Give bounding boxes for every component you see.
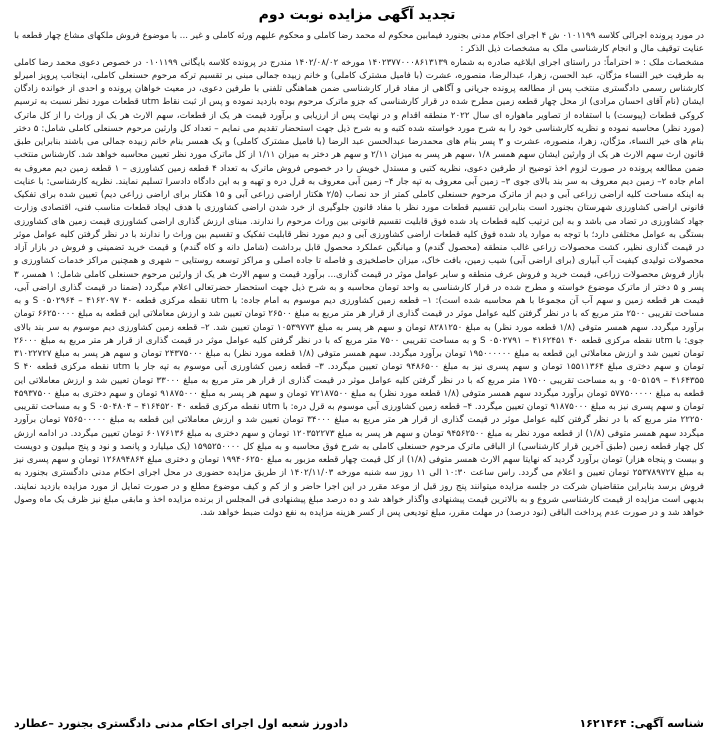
- ad-id-label: شناسه آگهی:: [630, 716, 704, 730]
- notice-body: [14, 30, 704, 520]
- ad-id-value: ۱۶۲۱۴۶۴: [579, 716, 627, 730]
- notice-page: [0, 6, 714, 748]
- notice-details: مشخصات ملک : « احتراماً: در راستای اجرای ابلاغیه صادره به شماره ۱۴۰۲۳۷۷۰۰۰۸۶۱۳۱۳۹ مورخه ۱۴۰۲/۰۸/۰۲ مندرج در پرونده کلاسه بایگانی ۰۱۰۱۱۹۹ در خصوص دعوی محمد رضا کاملی به طرفیت خیر النساء مژگان، عبد الحسن، زهرا، عبدالرضا، منصوره، عشرت (با فامیل مشترک کاملی) و خانم زبیده جمالی مبنی بر تقسیم ترکه مرحوم حسنعلی کاملی، اینجانب پرویز امیرلو کارشناس رسمی دادگستری منتخب پس از مطالعه پرونده جریانی و آگاهی از مفاد قرار کارشناسی ضمن هماهنگی تلفنی با طرفین دعوی، در معیت خواهان پرونده و احدی از خوانده زادگان ایشان (نام آقای احسان مرادی) از محل چهار قطعه زمین مطرح شده در قرار کارشناسی که جزو ماترک مرحوم بوده بازدید نموده و پس از ثبت نقاط utm قطعات مورد نظر نسبت به ترسیم کروکی قطعات (پیوست) با استفاده از تصاویر ماهواره ای سال ۲۰۲۲ منطقه اقدام و در نهایت پس از ارزیابی و برآورد قیمت هر یک از قطعات، سهم الارث هر یک از وراث را از کل ماترک (مورد نظر) محاسبه نموده و نظریه کارشناسی خود را به شرح مورد خواسته شده کتبه و به شرح ذیل جهت استحضار تقدیم می نمایم – تعداد کل وارثین مرحوم حسنعلی کاملی شامل: ۵ دختر بنام های خیر النساء، مژگان، زهرا، منصوره، عشرت و ۳ پسر بنام های محمدرضا عبدالحسن عبد الرضا (با فامیل مشترک کاملی) و یک همسر بنام خانم زبیده جمالی می باشند بنابراین طبق قانون ارث سهم الارث هر یک از وارثین ایشان سهم همسر ۱/۸ ،سهم هر پسر به میزان ۲/۱۱ و سهم هر دختر به میزان ۱/۱۱ از کل ماترک مورد نظر تعیین محاسبه خواهد شد. کارشناس منتخب ضمن مطالعه پرونده در صورت لزوم اخذ توضیح از طرفین دعوی، نظریه کتبی و مستدل خویش را در خصوص فروش ماترک به تعداد ۴ قطعه زمین کشاورزی – ۱ قطعه زمین دیم معروف به امام جاده ۲– زمین دیم معروف به سر بند بالای جوی ۳– زمین آبی معروف به تپه جار ۴– زمین آبی معروف به قرل دره و تهیه و به این دادگاه دادسرا تسلیم نمایند. نظریه کارشناسی: با عنایت به اینکه مساحت کلیه اراضی زراعی آبی و دیم از ماترک مرحوم حسنعلی کاملی کمتر از حد نصاب (۲/۵ هکتار اراضی زراعی آبی و ۱۵ هکتار برای اراضی زراعی دیم) تعیین شده برای تفکیک قانونی اراضی کشاورزی شهرستان بجنورد است بنابراین تقسیم قطعات مورد نظر با مفاد قانون جلوگیری از خرد شدن اراضی کشاورزی با هدف ایجاد قطعات مناسب فنی، اقتصادی وزارت جهاد کشاورزی در تضاد می باشد و به این ترتیب کلیه قطعات یاد شده فوق قابلیت تقسیم قانونی بین وراث مرحوم را ندارند. مبنای ارزش گذاری اراضی کشاورزی قیمت زمین های کشاورزی بستگی به عوامل مختلفی دارد؛ با توجه به موارد یاد شده فوق کلیه قطعات اراضی کشاورزی آبی و دیم مورد نظر قابلیت تفکیک و تقسیم بین وراث را ندارند با در نظر گرفتن کلیه عوامل موثر در قیمت گذاری نظیر، کشت محصولات زراعی غالب منطقه (محصول گندم) و میانگین عملکرد محصول قابل برداشت (شامل دانه و کاه گندم) و قیمت خرید تضمینی و فروش در بازار آزاد محصولات تولیدی کیفیت آب آبیاری (برای اراضی آبی) شیب زمین، بافت خاک، میزان حاصلخیزی و فاصله تا جاده اصلی و مراکز توسعه روستایی – شهری و همچنین مراکز خدمات کشاورزی و بازار فروش محصولات زراعی، قیمت خرید و فروش عرف منطقه و سایر عوامل موثر در قیمت گذاری... برآورد قیمت و سهم الارث هر یک از وارثین مرحوم حسنعلی کاملی شامل: ۱ همسر، ۳ پسر و ۵ دختر از ماترک موضوع خواسته و مطرح شده در قرار کارشناسی به واحد تومان محاسبه و به شرح ذیل جهت استحضار حضرتعالی اعلام میگردد (ضمنا در قیمت گذاری اراضی آبی، قیمت هر قطعه زمین و سهم آب آن مجموعا با هم محاسبه شده است): ۱– قطعه زمین کشاورزی دیم موسوم به امام جاده: با utm نقطه مرکزی قطعه ۴۰ S ۰۵۰۲۹۶۴ – ۴۱۶۲۰۹۷ و به مساحت تقریبی ۲۵۰۰ متر مربع که با در نظر گرفتن کلیه عوامل موثر در قیمت گذاری از قرار هر متر مربع به مبلغ ۲۶۵۰۰ تومان تعیین شد و ارزش معاملاتی این قطعه به مبلغ ۶۶۲۵۰۰۰۰ تومان برآورد میگردد. سهم همسر متوفی (۱/۸ قطعه مورد نظر) به مبلغ ۸۲۸۱۲۵۰ تومان و سهم هر پسر به مبلغ ۱۰۵۳۹۷۷۳ تومان تعیین شد. ۲– قطعه زمین کشاورزی دیم موسوم به سر بند بالای جوی: با utm نقطه مرکزی قطعه ۴۰ S ۰۵۰۲۷۹۱ – ۴۱۶۲۴۵۱ و به مساحت تقریبی ۷۵۰۰ متر مربع که با در نظر گرفتن کلیه عوامل موثر در قیمت گذاری از قرار هر متر مربع به مبلغ ۲۶۰۰۰ تومان تعیین شد و ارزش معاملاتی این قطعه به مبلغ ۱۹۵۰۰۰۰۰۰ تومان برآورد میگردد. سهم همسر متوفی (۱/۸ قطعه مورد نظر) به مبلغ ۲۴۳۷۵۰۰۰ تومان و سهم هر پسر به مبلغ ۳۱۰۲۲۷۲۷ تومان و سهم دختری مبلغ ۱۵۵۱۱۳۶۴ تومان و سهم پسری نیز به مبلغ ۹۴۸۶۵۰۰ تومان تعیین میگردد. ۳– قطعه زمین کشاورزی آبی موسوم به تپه جار با utm نقطه مرکزی قطعه ۴۰ S ۰۵۰۵۱۵۹ – ۴۱۶۴۳۵۵ و به مساحت تقریبی ۱۷۵۰۰ متر مربع که با در نظر گرفتن کلیه عوامل موثر در قیمت گذاری از قرار هر متر مربع به مبلغ ۳۳۰۰۰ تومان تعیین شد و ارزش معاملاتی این قطعه به مبلغ ۵۷۷۵۰۰۰۰۰ تومان برآورد میگردد سهم همسر متوفی (۱/۸ قطعه مورد نظر) به مبلغ ۷۲۱۸۷۵۰۰ تومان و سهم هر پسر به مبلغ ۹۱۸۷۵۰۰۰ تومان و سهم دختری به مبلغ ۴۵۹۳۷۵۰۰ تومان و سهم پسری نیز به مبلغ ۹۱۸۷۵۰۰۰ تومان تعیین میگردد. ۴– قطعه زمین کشاورزی آبی موسوم به قرل دره: با utm نقطه مرکزی قطعه ۴۰ S ۰۵۰۴۸۰۴ – ۴۱۶۴۵۲۰ و به مساحت تقریبی ۲۲۲۵۰ متر مربع که با در نظر گرفتن کلیه عوامل موثر در قیمت گذاری از قرار هر متر مربع به مبلغ ۳۴۰۰۰ تومان تعیین شد و ارزش معاملاتی این قطعه به مبلغ ۷۵۶۵۰۰۰۰۰ تومان برآورد میگردد سهم همسر متوفی (۱/۸) از قطعه مورد نظر به مبلغ ۹۴۵۶۲۵۰۰ تومان و سهم هر پسر به مبلغ ۱۲۰۳۵۲۲۷۳ تومان و سهم دختری به مبلغ ۶۰۱۷۶۱۳۶ تومان تعیین میگردد. در ادامه ارزش کل چهار قطعه زمین (طبق آخرین قرار کارشناسی) از الباقی ماترک مرحوم حسنعلی کاملی به شرح فوق محاسبه و به مبلغ کل ۱۵۹۵۲۵۰۰۰۰ (یک میلیارد و پانصد و نود و پنج میلیون و دویست و بیست و پنجاه هزار) تومان برآورد گردید که نهایتا سهم الارث همسر متوفی (۱/۸) از کل قیمت چهار قطعه مزبور به مبلغ ۱۹۹۴۰۶۲۵۰ تومان و دختری مبلغ ۱۲۶۸۹۴۸۶۴ تومان و سهم پسری نیز به مبلغ ۲۵۳۷۸۹۷۲۷ تومان تعیین و اعلام می گردد. راس ساعت ۱۰:۳۰ الی ۱۱ روز سه شنبه مورخه ۱۴۰۲/۱۱/۰۳ از طریق مزایده حضوری در محل اجرای احکام مدنی دادگستری بجنورد به فروش برسد بنابراین متقاضیان شرکت در جلسه مزایده میتوانند پنج روز قبل از موعد مقرر در این اجرا حاضر و از کم و کیف موضوع مطلع و در صورت تمایل از مورد مزایده بازدید نمایند. بدیهی است مزایده از قیمت کارشناسی شروع و به بالاترین قیمت پیشنهادی واگذار خواهد شد و ده درصد مبلغ پیشنهادی فی المجلس از برنده مزایده اخذ و مابقی مبلغ نیز ظرف یک ماه وصول خواهد شد و در صورت عدم پرداخت الباقی (نود درصد) در مهلت مقرر، مبلغ تودیعی پس از کسر هزینه مزایده به نفع دولت ضبط خواهد شد.: [14, 57, 705, 518]
- ad-id-block: [579, 717, 704, 730]
- notice-title: تجدید آگهی مزایده نوبت دوم: [258, 7, 456, 23]
- signature: دادورز شعبه اول اجرای احکام مدنی دادگستری بجنورد –عطارد: [14, 716, 348, 730]
- notice-footer: [14, 716, 704, 730]
- notice-intro: در مورد پرونده اجرائی کلاسه ۰۱۰۱۱۹۹ ش ۴ اجرای احکام مدنی بجنورد فیمابین محکوم له محمد رضا کاملی و محکوم علیهم ورثه کاملی و غیر ... با موضوع فروش ملکهای مشاع چهار قطعه با عنایت توقیف مال و انجام کارشناسی ملک به مشخصات ذیل الذکر :: [13, 31, 704, 55]
